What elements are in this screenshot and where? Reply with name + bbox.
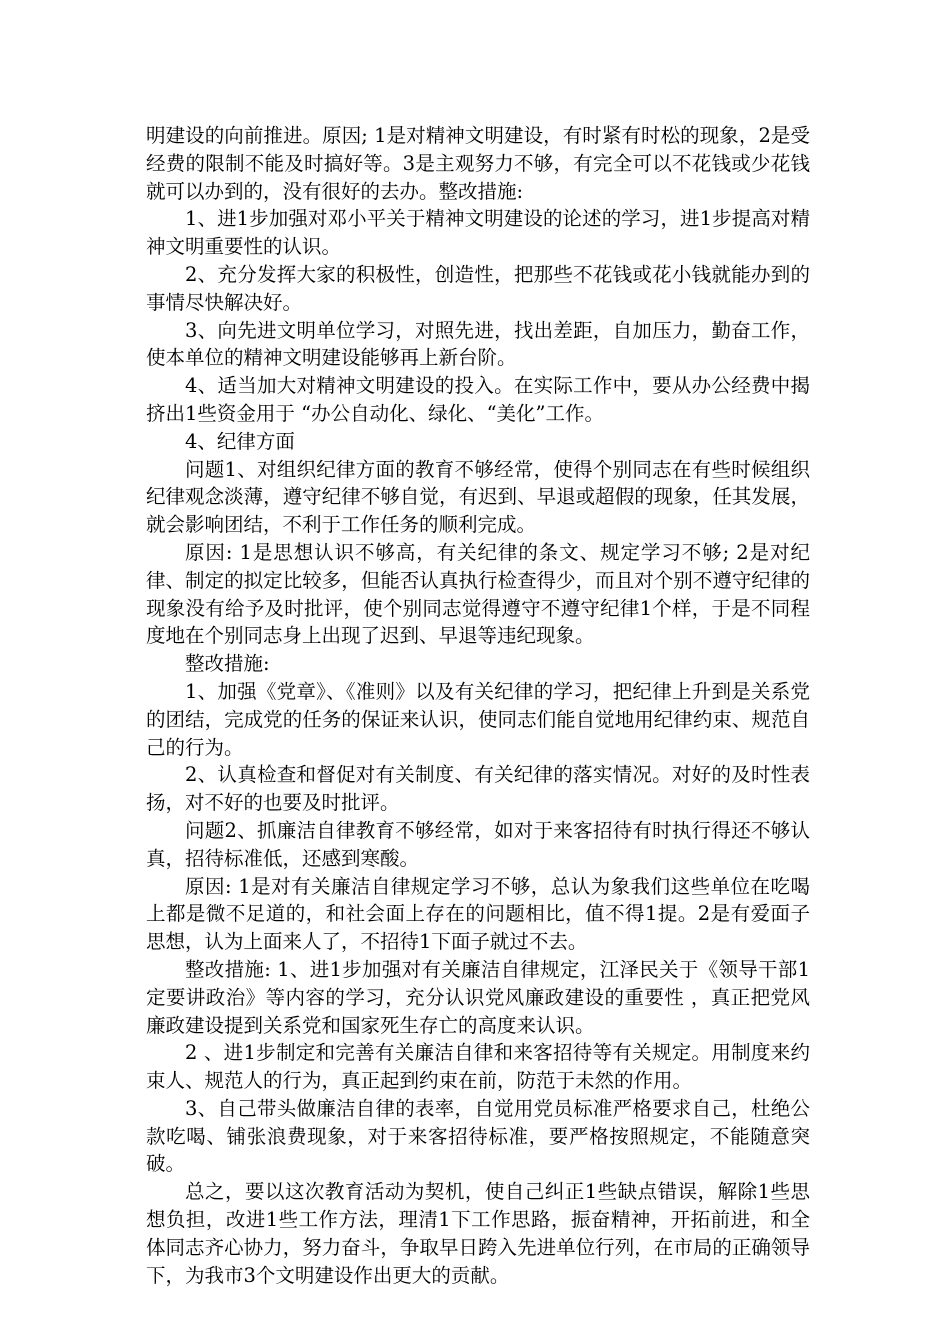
paragraph-1: 明建设的向前推进。原因; 1是对精神文明建设，有时紧有时松的现象，2是受经费的限制不能及时搞好等。3是主观努力不够，有完全可以不花钱或少花钱就可以办到的，没有很好的去办。整改措施: [146,124,810,203]
paragraph-11: 2、认真检查和督促对有关制度、有关纪律的落实情况。对好的及时性表扬，对不好的也要及时批评。 [146,763,810,815]
paragraph-9: 整改措施: [185,652,270,676]
paragraph-3: 2、充分发挥大家的积极性，创造性，把那些不花钱或花小钱就能办到的事情尽快解决好。 [146,262,810,314]
paragraph-10: 1、加强《党章》、《准则》以及有关纪律的学习，把纪律上升到是关系党的团结，完成党的任务的保证来认识，使同志们能自觉地用纪律约束、规范自己的行为。 [146,679,810,759]
paragraph-4: 3、向先进文明单位学习，对照先进，找出差距，自加压力，勤奋工作，使本单位的精神文明建设能够再上新台阶。 [146,318,810,370]
section-heading-discipline: 4、纪律方面 [185,429,295,453]
paragraph-15: 2 、进1步制定和完善有关廉洁自律和来客招待等有关规定。用制度来约束人、规范人的行为，真正起到约束在前，防范于未然的作用。 [146,1041,810,1093]
paragraph-12: 问题2、抓廉洁自律教育不够经常，如对于来客招待有时执行得还不够认真，招待标准低，还感到寒酸。 [146,818,810,870]
paragraph-14: 整改措施: 1、进1步加强对有关廉洁自律规定，江泽民关于《领导干部1定要讲政治》等内容的学习，充分认识党风廉政建设的重要性 ，真正把党风廉政建设提到关系党和国家死生存亡的高度来认识。 [146,957,810,1037]
paragraph-2: 1、进1步加强对邓小平关于精神文明建设的论述的学习，进1步提高对精神文明重要性的认识。 [146,207,810,259]
paragraph-16: 3、自己带头做廉洁自律的表率，自觉用党员标准严格要求自己，杜绝公款吃喝、铺张浪费现象，对于来客招待标准，要严格按照规定，不能随意突破。 [146,1096,810,1176]
paragraph-7: 问题1、对组织纪律方面的教育不够经常，使得个别同志在有些时候组织纪律观念淡薄，遵守纪律不够自觉，有迟到、早退或超假的现象，任其发展，就会影响团结，不利于工作任务的顺利完成。 [146,457,810,537]
paragraph-8: 原因: 1是思想认识不够高，有关纪律的条文、规定学习不够; 2是对纪律、制定的拟定比较多，但能否认真执行检查得少，而且对个别不遵守纪律的现象没有给予及时批评，使个别同志觉得遵守不遵守纪律1个样，于是不同程度地在个别同志身上出现了迟到、早退等违纪现象。 [146,540,810,648]
paragraph-13: 原因: 1是对有关廉洁自律规定学习不够，总认为象我们这些单位在吃喝上都是微不足道的，和社会面上存在的问题相比，值不得1提。2是有爱面子思想，认为上面来人了，不招待1下面子就过不去。 [146,874,810,954]
paragraph-17: 总之，要以这次教育活动为契机，使自己纠正1些缺点错误，解除1些思想负担，改进1些工作方法，理清1下工作思路，振奋精神，开拓前进，和全体同志齐心协力，努力奋斗，争取早日跨入先进单位行列，在市局的正确领导下，为我市3个文明建设作出更大的贡献。 [146,1180,810,1287]
paragraph-5: 4、适当加大对精神文明建设的投入。在实际工作中，要从办公经费中揭挤出1些资金用于 “办公自动化、绿化、“美化”工作。 [146,374,810,425]
document-body [146,122,810,1289]
